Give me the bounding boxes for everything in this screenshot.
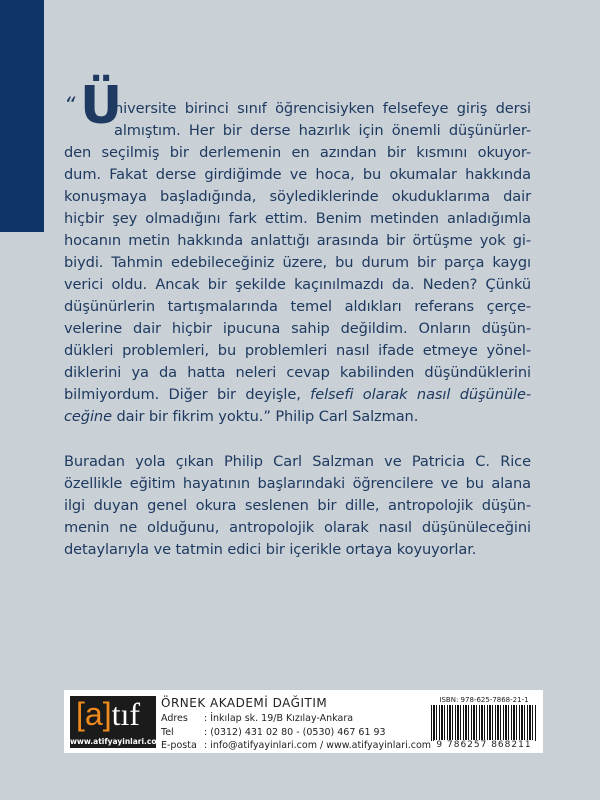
text-line xyxy=(64,384,531,406)
publisher-name: ÖRNEK AKADEMİ DAĞITIM xyxy=(161,696,328,710)
row-value: : İnkılap sk. 19/B Kızılay-Ankara xyxy=(204,713,354,724)
row-label: E-posta xyxy=(161,740,197,751)
text-line: diklerini ya da hatta neleri cevap kabilinden düşündüklerini xyxy=(64,364,531,381)
text-span: dair bir fikrim yoktu.” Philip Carl Salzman. xyxy=(111,408,419,425)
row-label: Adres xyxy=(161,713,188,724)
text-line: ilgi duyan genel okura seslenen bir dille, antropolojik düşün- xyxy=(64,497,531,514)
text-line: verici oldu. Ancak bir şekilde kaçınılmazdı da. Neden? Çünkü xyxy=(64,276,531,293)
row-label: Tel xyxy=(161,726,174,738)
text-line: dükleri problemleri, bu problemleri nasıl ifade etmeye yönel- xyxy=(64,342,531,359)
italic-span: ceğine xyxy=(64,408,112,425)
text-line: düşünürlerin tartışmalarında temel aldıkları referans çerçe- xyxy=(64,298,531,315)
quote-paragraph xyxy=(64,98,531,428)
text-line xyxy=(64,406,531,428)
text-line: den seçilmiş bir derlemenin en azından bir kısmını okuyor- xyxy=(64,144,531,161)
text-line: Buradan yola çıkan Philip Carl Salzman ve Patricia C. Rice xyxy=(64,453,531,470)
drop-cap: Ü xyxy=(80,76,123,136)
barcode-number: 9 786257 868211 xyxy=(436,740,532,750)
text-line: özellikle eğitim hayatının başlarındaki öğrencilere ve bu alana xyxy=(64,475,531,492)
text-line: hiçbir şey olmadığını fark ettim. Benim metinden anladığımla xyxy=(64,210,531,227)
email-row xyxy=(161,739,431,753)
isbn-barcode xyxy=(431,696,537,750)
phone-row xyxy=(161,726,431,740)
italic-span: felsefi olarak nasıl düşünüle- xyxy=(310,386,531,403)
address-row xyxy=(161,712,431,726)
publisher-details xyxy=(161,696,431,753)
text-line: detaylarıyla ve tatmin edici bir içerikle ortaya koyuyorlar. xyxy=(64,541,477,558)
quote-mark: “ xyxy=(64,94,76,119)
text-line: dum. Fakat derse girdiğimde ve hoca, bu okumalar hakkında xyxy=(64,166,531,183)
text-line: almıştım. Her bir derse hazırlık için önemli düşünürler- xyxy=(114,122,531,139)
barcode-icon xyxy=(431,705,537,741)
text-line: velerine dair hiçbir ipucuna sahip değildim. Onların düşün- xyxy=(64,320,531,337)
text-span: bilmiyordum. Diğer bir deyişle, xyxy=(64,386,311,403)
publisher-logo xyxy=(70,696,165,748)
text-line: menin ne olduğunu, antropolojik olarak nasıl düşünüleceğini xyxy=(64,519,531,536)
isbn-label: ISBN: 978-625-7868-21-1 xyxy=(439,696,529,704)
text-line: niversite birinci sınıf öğrencisiyken felsefeye giriş dersi xyxy=(114,100,531,117)
row-value: : info@atifyayinlari.com / www.atifyayinlari.com xyxy=(204,740,432,751)
publisher-info-box xyxy=(64,690,543,753)
text-line: konuşmaya başladığında, söylediklerinde okuduklarıma dair xyxy=(64,188,531,205)
description-paragraph xyxy=(64,451,531,561)
text-line: hocanın metin hakkında anlattığı arasında bir örtüşme yok gi- xyxy=(64,232,531,249)
text-line: biydi. Tahmin edebileceğiniz üzere, bu durum bir parça kaygı xyxy=(64,254,531,271)
logo-url: www.atifyayinlari.com xyxy=(70,737,165,746)
row-value: : (0312) 431 02 80 - (0530) 467 61 93 xyxy=(204,726,386,738)
logo-mark: [a]tıf xyxy=(76,696,141,732)
spine-accent-bar xyxy=(0,0,44,232)
